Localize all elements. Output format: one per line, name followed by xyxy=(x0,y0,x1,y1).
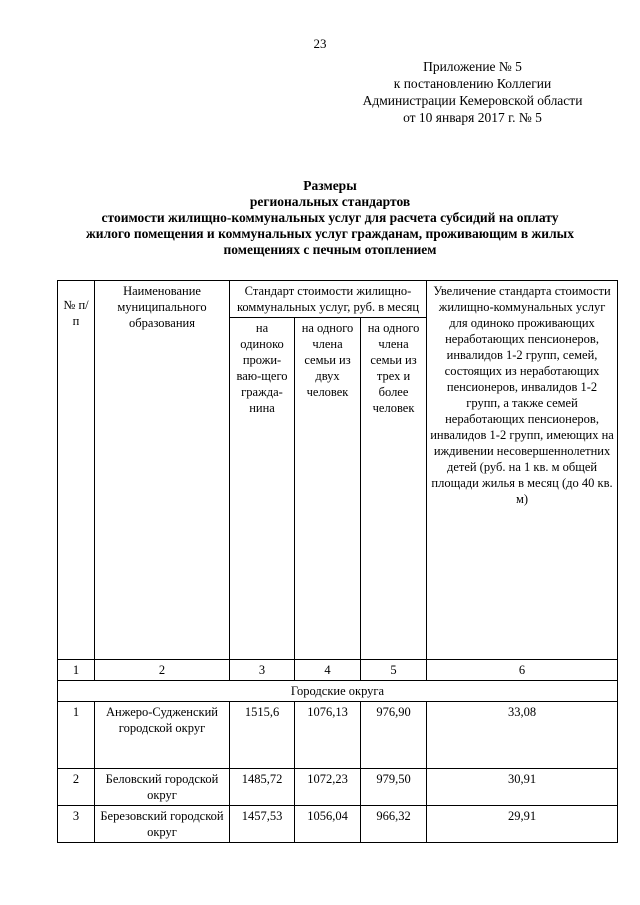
row-number: 2 xyxy=(58,769,95,806)
row-name: Березовский городской округ xyxy=(95,806,230,843)
header-name: Наименование муниципального образования xyxy=(95,281,230,660)
row-value-single: 1515,6 xyxy=(230,702,295,769)
header-sub-single: на одиноко прожи-ваю-щего гражда-нина xyxy=(230,318,295,660)
title-line-5: помещениях с печным отоплением xyxy=(223,242,437,257)
col-number: 3 xyxy=(230,660,295,681)
table-row xyxy=(58,702,618,769)
row-name: Беловский городской округ xyxy=(95,769,230,806)
document-title xyxy=(40,178,620,258)
section-header: Городские округа xyxy=(58,681,618,702)
appendix-line-1: Приложение № 5 xyxy=(423,59,522,74)
header-increase: Увеличение стандарта стоимости жилищно-коммунальных услуг для одиноко проживающих неработающих пенсионеров, инвалидов 1-2 групп, семей, состоящих из неработающих пенсионеров, инвалидов 1-2 групп, а также семей неработающих пенсионеров, инвалидов 1-2 групп, имеющих на иждивении несовершеннолетних детей (руб. на 1 кв. м общей площади жилья в месяц (до 40 кв. м) xyxy=(427,281,618,660)
col-number: 1 xyxy=(58,660,95,681)
header-standard: Стандарт стоимости жилищно-коммунальных услуг, руб. в месяц xyxy=(230,281,427,318)
row-value-increase: 30,91 xyxy=(427,769,618,806)
table-row xyxy=(58,806,618,843)
row-value-three: 976,90 xyxy=(361,702,427,769)
row-name: Анжеро-Судженский городской округ xyxy=(95,702,230,769)
title-line-1: Размеры xyxy=(303,178,357,193)
row-number: 3 xyxy=(58,806,95,843)
appendix-line-3: Администрации Кемеровской области xyxy=(362,93,583,108)
appendix-block xyxy=(330,58,615,126)
page-number: 23 xyxy=(313,36,327,51)
col-number: 2 xyxy=(95,660,230,681)
column-number-row xyxy=(58,660,618,681)
header-sub-three: на одного члена семьи из трех и более человек xyxy=(361,318,427,660)
row-value-two: 1076,13 xyxy=(295,702,361,769)
row-value-increase: 29,91 xyxy=(427,806,618,843)
title-line-4: жилого помещения и коммунальных услуг гражданам, проживающим в жилых xyxy=(86,226,574,241)
col-number: 5 xyxy=(361,660,427,681)
table-row xyxy=(58,769,618,806)
col-number: 4 xyxy=(295,660,361,681)
header-num: № п/п xyxy=(58,281,95,660)
row-value-three: 966,32 xyxy=(361,806,427,843)
col-number: 6 xyxy=(427,660,618,681)
row-value-two: 1056,04 xyxy=(295,806,361,843)
standards-table xyxy=(57,280,618,843)
row-value-single: 1485,72 xyxy=(230,769,295,806)
header-sub-two: на одного члена семьи из двух человек xyxy=(295,318,361,660)
appendix-line-2: к постановлению Коллегии xyxy=(393,76,552,91)
row-number: 1 xyxy=(58,702,95,769)
appendix-line-4: от 10 января 2017 г. № 5 xyxy=(403,110,542,125)
row-value-three: 979,50 xyxy=(361,769,427,806)
row-value-two: 1072,23 xyxy=(295,769,361,806)
title-line-2: региональных стандартов xyxy=(249,194,411,209)
row-value-increase: 33,08 xyxy=(427,702,618,769)
title-line-3: стоимости жилищно-коммунальных услуг для расчета субсидий на оплату xyxy=(101,210,559,225)
row-value-single: 1457,53 xyxy=(230,806,295,843)
